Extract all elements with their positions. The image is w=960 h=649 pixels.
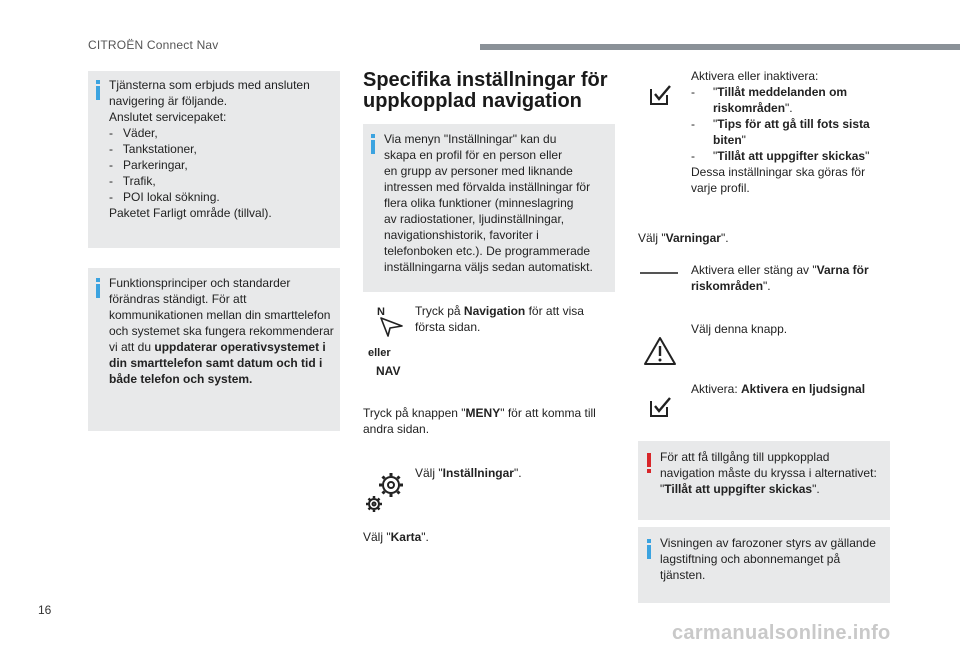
list-item: - Parkeringar,	[109, 158, 188, 172]
info-box-profiles: Via menyn "Inställningar" kan du skapa en profil för en person eller en grupp av personer med liknande intressen med förvalda inställningar för flera olika funktioner (minneslagring av radiostationer, ljudinställningar, navigationshistorik, favoriter i telefonboken etc.). De programmerade inställningarna väljs sedan automatiskt.	[363, 124, 615, 292]
section-heading: Specifika inställningar för uppkopplad navigation	[363, 69, 608, 112]
header-bar	[480, 44, 960, 50]
step-map: Välj "Karta".	[363, 530, 429, 544]
step-warnings: Välj "Varningar".	[638, 231, 729, 245]
info-box-legislation: Visningen av farozoner styrs av gällande lagstiftning och abonnemanget på tjänsten.	[638, 527, 890, 603]
navigation-icon: N	[375, 306, 405, 338]
info-icon	[96, 80, 100, 100]
services-line-3: Anslutet servicepaket:	[109, 110, 227, 124]
info-icon	[371, 134, 375, 154]
info-icon	[96, 278, 100, 298]
brand-header: CITROËN Connect Nav	[88, 38, 219, 52]
list-item: - Väder,	[109, 126, 158, 140]
warning-mark-icon	[647, 453, 651, 473]
info-icon	[647, 539, 651, 559]
list-item: - POI lokal sökning.	[109, 190, 220, 204]
step-navigation: Tryck på Navigation för att visa första sidan.	[415, 304, 584, 334]
step-select-button: Välj denna knapp.	[691, 322, 788, 336]
step-menu: Tryck på knappen "MENY" för att komma till andra sidan.	[363, 406, 596, 436]
nav-button-label: NAV	[376, 364, 401, 378]
list-item: - Tankstationer,	[109, 142, 197, 156]
info-box-services	[88, 71, 340, 248]
warning-box-data: För att få tillgång till uppkopplad navigation måste du kryssa i alternativet: "Tillåt att uppgifter skickas".	[638, 441, 890, 520]
toggle-line-icon	[640, 272, 678, 274]
page-number: 16	[38, 603, 52, 617]
enable-options: Aktivera eller inaktivera: - "Tillåt meddelanden om riskområden". - "Tips för att gå till fots sista biten" - "Tillåt att uppgifter skickas" Dessa inställningar ska göras för varje profil.	[691, 69, 870, 195]
gear-icon	[365, 470, 407, 514]
step-toggle-risk: Aktivera eller stäng av "Varna för riskområden".	[691, 263, 869, 293]
or-label: eller	[368, 347, 391, 359]
watermark: carmanualsonline.info	[672, 622, 891, 644]
info-box-standards: Funktionsprinciper och standarder förändras ständigt. För att kommunikationen mellan din smarttelefon och systemet ska fungera rekommenderar vi att du uppdaterar operativsystemet i din smarttelefon samt datum och tid i både telefon och system.	[88, 268, 340, 431]
list-item: - Trafik,	[109, 174, 156, 188]
checkbox-icon	[650, 396, 672, 418]
services-footer: Paketet Farligt område (tillval).	[109, 206, 272, 220]
services-line-2: navigering är följande.	[109, 94, 228, 108]
checkbox-icon	[650, 84, 672, 106]
warning-triangle-icon	[643, 336, 677, 366]
services-line-1: Tjänsterna som erbjuds med ansluten	[109, 78, 310, 92]
step-sound-signal: Aktivera: Aktivera en ljudsignal	[691, 382, 866, 396]
step-settings: Välj "Inställningar".	[415, 466, 522, 480]
